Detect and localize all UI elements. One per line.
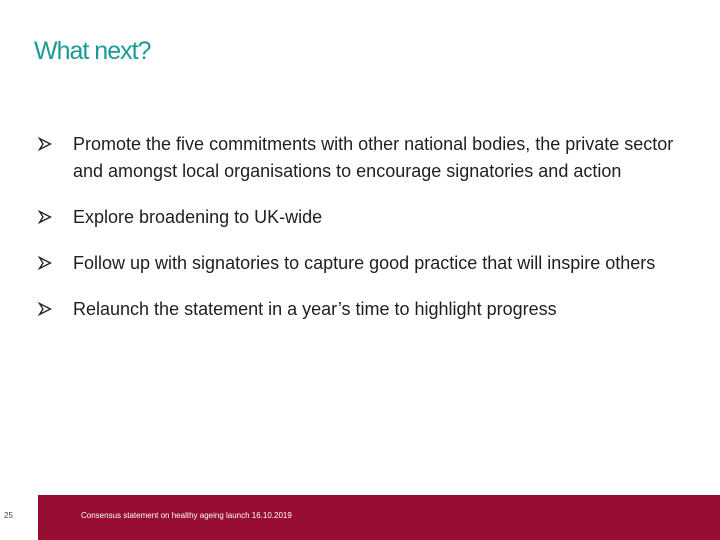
arrowhead-bullet-icon xyxy=(38,250,54,277)
bullet-text: Follow up with signatories to capture good practice that will inspire others xyxy=(73,253,656,273)
bullet-item xyxy=(38,296,678,323)
arrowhead-bullet-icon xyxy=(38,131,54,158)
slide-title: What next? xyxy=(34,37,151,65)
bullet-item xyxy=(38,250,678,277)
footer-text: Consensus statement on healthy ageing launch 16.10.2019 xyxy=(81,511,292,520)
page-number: 25 xyxy=(4,511,13,520)
bullet-text: Explore broadening to UK-wide xyxy=(73,207,323,227)
arrowhead-bullet-icon xyxy=(38,296,54,323)
bullet-text: Promote the five commitments with other national bodies, the private sector and amongst local organisations to encourage signatories and action xyxy=(73,134,674,181)
arrowhead-bullet-icon xyxy=(38,204,54,231)
bullet-item xyxy=(38,204,678,231)
bullet-text: Relaunch the statement in a year’s time to highlight progress xyxy=(73,299,557,319)
bullet-list xyxy=(38,131,678,342)
bullet-item xyxy=(38,131,678,185)
